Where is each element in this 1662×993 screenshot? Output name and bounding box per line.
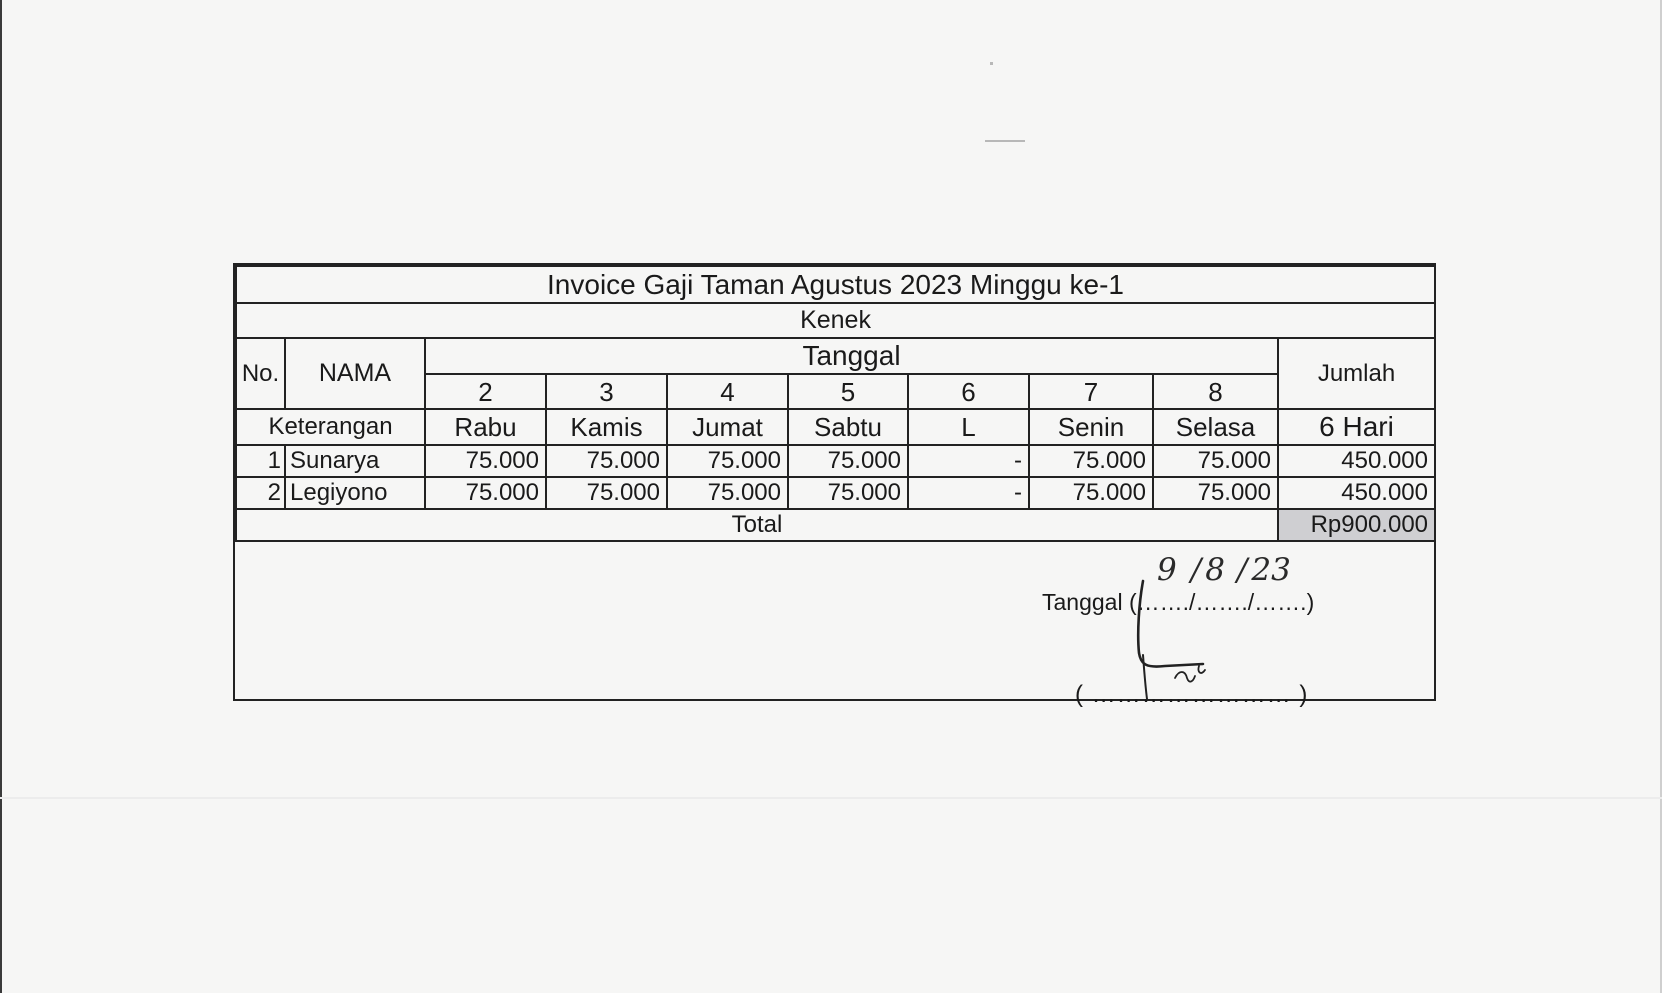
- day-cell: Sabtu: [788, 409, 908, 445]
- row-no: 2: [236, 477, 285, 509]
- day-cell: Selasa: [1153, 409, 1278, 445]
- table-row: [236, 445, 1435, 477]
- row-jumlah: 450.000: [1278, 477, 1435, 509]
- header-keterangan: Keterangan: [236, 409, 425, 445]
- row-value: 75.000: [667, 477, 788, 509]
- jumlah-hari: 6 Hari: [1278, 409, 1435, 445]
- header-no: No.: [236, 338, 285, 409]
- row-jumlah: 450.000: [1278, 445, 1435, 477]
- row-value: 75.000: [425, 445, 546, 477]
- header-nama: NAMA: [285, 338, 425, 409]
- total-value: Rp900.000: [1278, 509, 1435, 541]
- signature-area: [235, 543, 1434, 708]
- invoice-table: [235, 265, 1436, 542]
- row-value: 75.000: [1153, 445, 1278, 477]
- day-cell: L: [908, 409, 1029, 445]
- row-nama: Legiyono: [285, 477, 425, 509]
- row-value: 75.000: [546, 445, 667, 477]
- scan-left-edge: [0, 0, 2, 993]
- row-nama: Sunarya: [285, 445, 425, 477]
- row-value: 75.000: [1153, 477, 1278, 509]
- row-value: 75.000: [425, 477, 546, 509]
- day-cell: Rabu: [425, 409, 546, 445]
- scan-speck: [985, 140, 1025, 142]
- invoice-subtitle: Kenek: [236, 303, 1435, 338]
- header-tanggal: Tanggal: [425, 338, 1278, 374]
- invoice-title: Invoice Gaji Taman Agustus 2023 Minggu ke-1: [236, 266, 1435, 303]
- invoice-sheet: [233, 263, 1436, 708]
- signature-date-label: Tanggal (……./……./…….): [1042, 589, 1315, 615]
- row-value: -: [908, 477, 1029, 509]
- row-no: 1: [236, 445, 285, 477]
- date-cell: 3: [546, 374, 667, 409]
- header-jumlah: Jumlah: [1278, 338, 1435, 409]
- row-value: 75.000: [788, 445, 908, 477]
- row-value: -: [908, 445, 1029, 477]
- row-value: 75.000: [1029, 477, 1153, 509]
- date-cell: 6: [908, 374, 1029, 409]
- day-cell: Kamis: [546, 409, 667, 445]
- handwritten-signature: [235, 543, 1434, 699]
- date-cell: 8: [1153, 374, 1278, 409]
- day-cell: Senin: [1029, 409, 1153, 445]
- row-value: 75.000: [546, 477, 667, 509]
- scan-speck: [0, 797, 1662, 799]
- row-value: 75.000: [667, 445, 788, 477]
- date-cell: 5: [788, 374, 908, 409]
- total-label: Total: [236, 509, 1278, 541]
- row-value: 75.000: [1029, 445, 1153, 477]
- signature-name-line: ( …………………… ): [1075, 681, 1309, 708]
- row-value: 75.000: [788, 477, 908, 509]
- scan-speck: [990, 62, 993, 65]
- date-cell: 4: [667, 374, 788, 409]
- table-row: [236, 477, 1435, 509]
- date-cell: 2: [425, 374, 546, 409]
- handwritten-date: 9 / 8 / 23: [1157, 552, 1291, 588]
- date-cell: 7: [1029, 374, 1153, 409]
- day-cell: Jumat: [667, 409, 788, 445]
